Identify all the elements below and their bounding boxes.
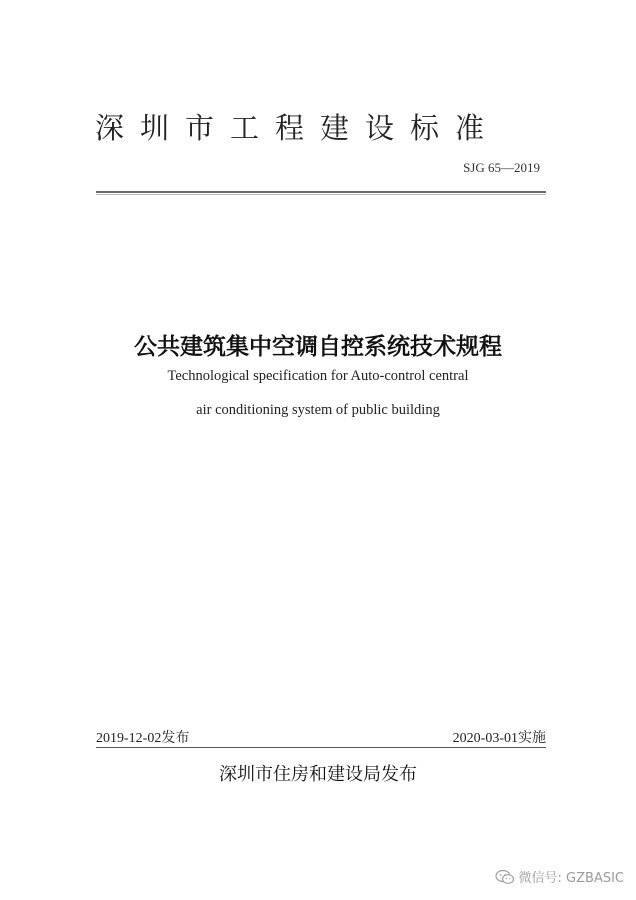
watermark-text: 微信号: GZBASIC bbox=[518, 871, 624, 886]
standard-code: SJG 65—2019 bbox=[463, 160, 540, 175]
wechat-icon bbox=[495, 869, 515, 885]
standard-series-title: 深圳市工程建设标准 bbox=[95, 111, 501, 145]
header-rule bbox=[96, 191, 546, 193]
effective-date: 2020-03-01实施 bbox=[452, 731, 546, 746]
document-title-en-line2: air conditioning system of public building bbox=[196, 402, 440, 418]
date-rule bbox=[96, 747, 546, 748]
document-title-zh: 公共建筑集中空调自控系统技术规程 bbox=[134, 334, 502, 360]
date-row bbox=[96, 727, 546, 747]
watermark bbox=[495, 867, 624, 886]
publisher: 深圳市住房和建设局发布 bbox=[219, 764, 417, 785]
document-title-en-line1: Technological specification for Auto-control central bbox=[167, 368, 469, 384]
issue-date: 2019-12-02发布 bbox=[96, 731, 190, 746]
header-rule-thin bbox=[96, 194, 546, 195]
